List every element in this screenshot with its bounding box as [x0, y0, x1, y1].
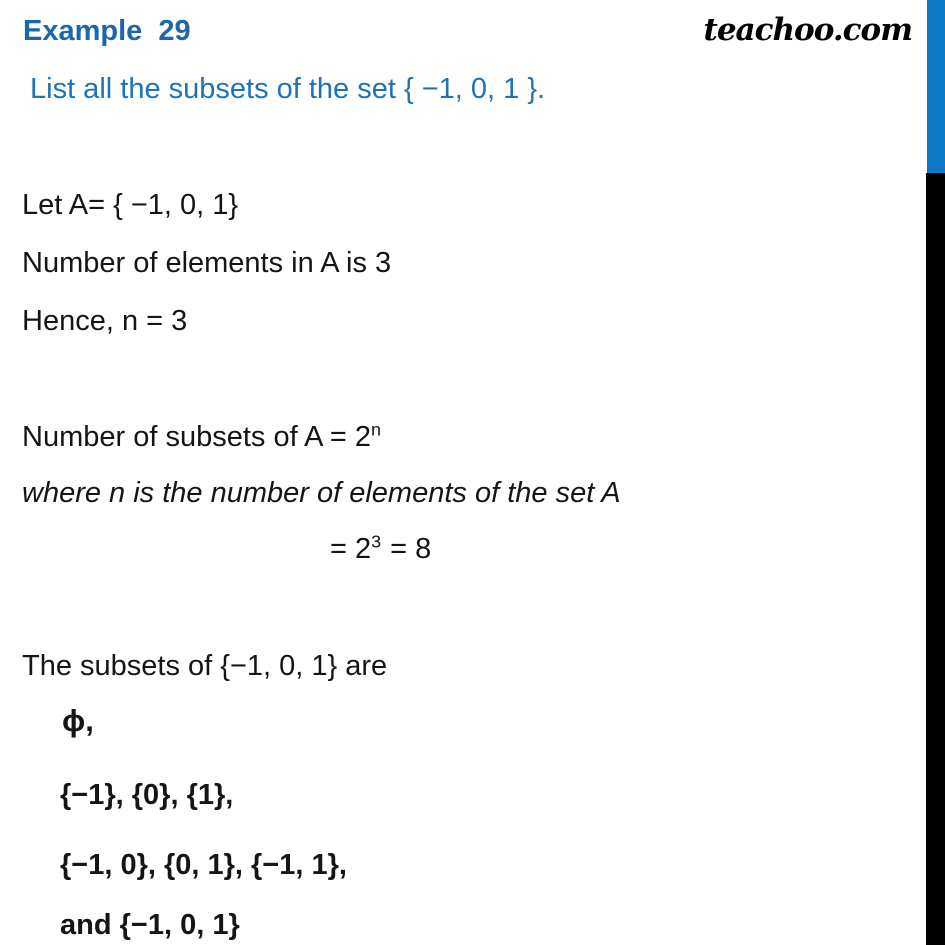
calc-prefix: = 2 [330, 533, 372, 565]
note-where-n: where n is the number of elements of the set A [22, 477, 621, 509]
calc-exponent-3: 3 [371, 531, 382, 552]
subset-full-set: and {−1, 0, 1} [60, 909, 240, 941]
statement-number-of-elements: Number of elements in A is 3 [22, 247, 392, 279]
question-text: List all the subsets of the set { −1, 0, 1 }. [30, 73, 546, 105]
calc-suffix: = 8 [390, 533, 432, 565]
right-accent-bar-blue [927, 0, 945, 173]
subset-singletons: {−1}, {0}, {1}, [60, 779, 234, 811]
statement-hence-n: Hence, n = 3 [22, 305, 188, 337]
calculation-result [330, 533, 431, 566]
brand-logo: teachoo.com [703, 12, 912, 48]
formula-number-of-subsets [22, 421, 381, 454]
subsets-intro: The subsets of {−1, 0, 1} are [22, 650, 388, 682]
subset-pairs: {−1, 0}, {0, 1}, {−1, 1}, [60, 849, 347, 881]
formula-base: Number of subsets of A = 2 [22, 421, 372, 453]
subset-empty-phi: ϕ, [62, 703, 94, 738]
statement-let-a: Let A= { −1, 0, 1} [22, 189, 239, 221]
example-title: Example 29 [23, 15, 191, 47]
right-accent-bar-black [926, 173, 945, 945]
formula-exponent-n: n [371, 419, 382, 440]
